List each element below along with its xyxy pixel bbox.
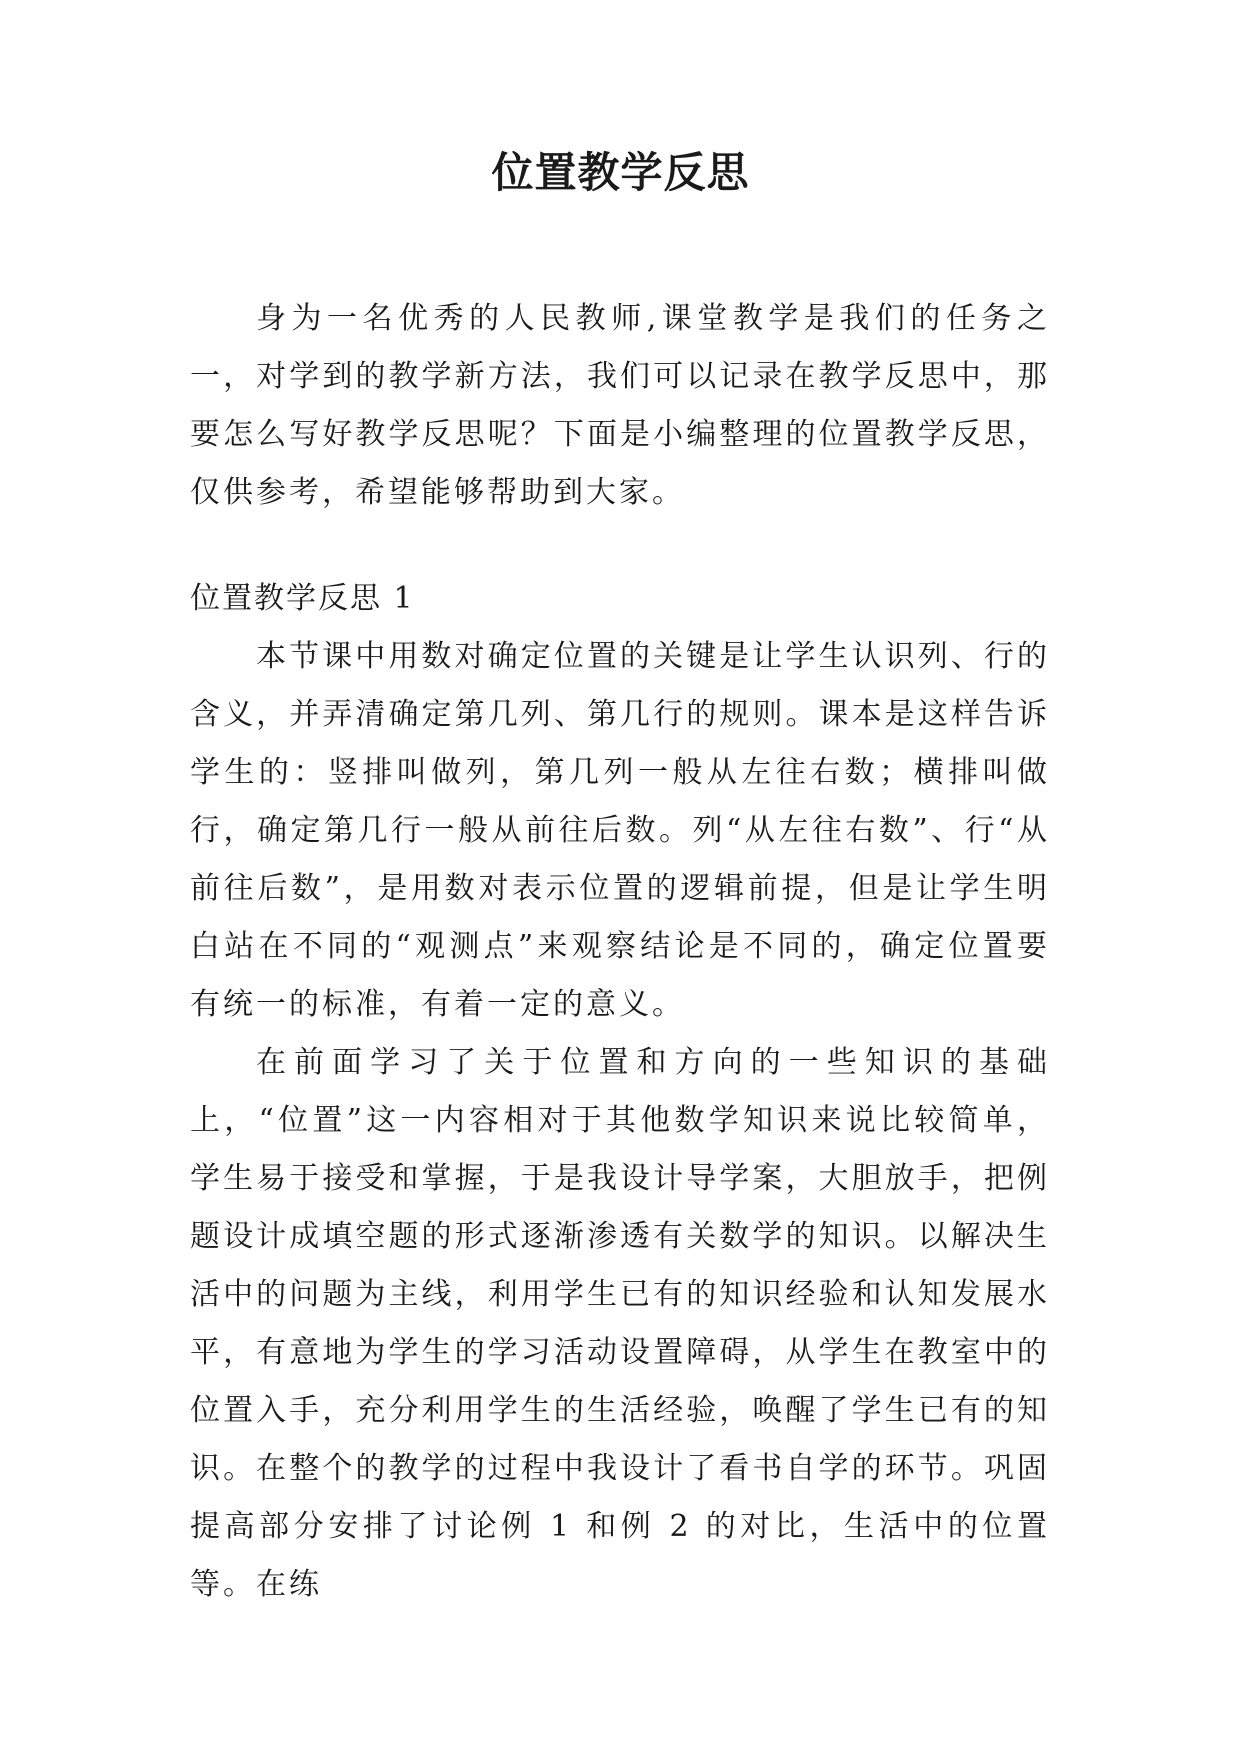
intro-paragraph: 身为一名优秀的人民教师,课堂教学是我们的任务之一，对学到的教学新方法，我们可以记录在教学反思中，那要怎么写好教学反思呢？下面是小编整理的位置教学反思，仅供参考，希望能够帮助到大家。 bbox=[190, 301, 1050, 510]
document-title: 位置教学反思 bbox=[491, 148, 750, 197]
document-body bbox=[190, 290, 1050, 1614]
section-heading: 位置教学反思 1 bbox=[190, 581, 415, 616]
body-paragraph: 本节课中用数对确定位置的关键是让学生认识列、行的含义，并弄清确定第几列、第几行的规则。课本是这样告诉学生的：竖排叫做列，第几列一般从左往右数；横排叫做行，确定第几行一般从前往后数。列“从左往右数”、行“从前往后数”，是用数对表示位置的逻辑前提，但是让学生明白站在不同的“观测点”来观察结论是不同的，确定位置要有统一的标准，有着一定的意义。 bbox=[190, 639, 1050, 1022]
body-paragraph: 在前面学习了关于位置和方向的一些知识的基础上，“位置”这一内容相对于其他数学知识来说比较简单，学生易于接受和掌握，于是我设计导学案，大胆放手，把例题设计成填空题的形式逐渐渗透有关数学的知识。以解决生活中的问题为主线，利用学生已有的知识经验和认知发展水平，有意地为学生的学习活动设置障碍，从学生在教室中的位置入手，充分利用学生的生活经验，唤醒了学生已有的知识。在整个的教学的过程中我设计了看书自学的环节。巩固提高部分安排了讨论例 1 和例 2 的对比，生活中的位置等。在练 bbox=[190, 1045, 1050, 1602]
